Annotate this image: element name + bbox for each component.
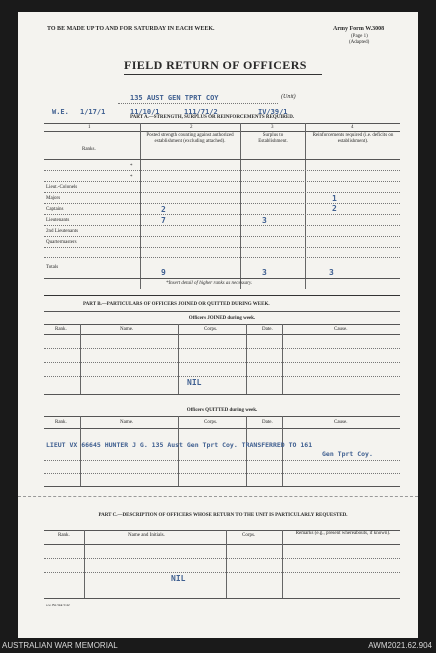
part-c-col-corps: Corps. [242, 533, 256, 538]
part-c-vline-3 [282, 530, 283, 598]
print-code: s.w. Bn 5kk 5/42 [46, 603, 70, 607]
perforation-line [18, 496, 418, 497]
title-underline [124, 74, 322, 75]
quitted-col-corps: Corps. [204, 420, 218, 425]
joined-col-date: Date. [262, 327, 273, 332]
row-rule [44, 460, 400, 461]
ref-2: 11/10/1 [130, 108, 160, 116]
row-rule [44, 203, 400, 204]
part-c-col-rank: Rank. [58, 533, 70, 538]
row-rule [44, 362, 400, 363]
row-rule [44, 473, 400, 474]
part-c-nil: NIL [171, 574, 186, 583]
unit-dotted-line [118, 103, 278, 104]
quitted-col-rank: Rank. [55, 420, 67, 425]
footer-accession-number: AWM2021.62.904 [368, 641, 432, 650]
majors-reinforcements: 1 [332, 194, 337, 203]
rank-lieutenants: Lieutenants [46, 218, 70, 223]
joined-vline-3 [246, 324, 247, 394]
quitted-vline-1 [80, 416, 81, 486]
row-rule [44, 225, 400, 226]
asterisk-row-2: * [130, 175, 133, 180]
row-rule [44, 236, 400, 237]
quitted-entry-line-1: LIEUT VX 66645 HUNTER J G. 135 Aust Gen Tprt Coy. TRANSFERRED TO 161 [46, 441, 313, 449]
quitted-vline-4 [282, 416, 283, 486]
footer-institution: AUSTRALIAN WAR MEMORIAL [2, 641, 118, 650]
joined-col-name: Name. [120, 327, 134, 332]
unit-name: 135 AUST GEN TPRT COY [130, 94, 219, 102]
row-rule [44, 257, 400, 258]
header-instruction: TO BE MADE UP TO AND FOR SATURDAY IN EACH WEEK. [47, 26, 215, 32]
quitted-col-name: Name. [120, 420, 134, 425]
ref-4: IV/39/1 [258, 108, 288, 116]
part-a-number-rule [44, 131, 400, 132]
unit-label: (Unit) [281, 94, 296, 100]
quitted-col-date: Date. [262, 420, 273, 425]
row-rule [44, 348, 400, 349]
part-c-header-rule [44, 544, 400, 545]
col-number-2: 2 [190, 125, 193, 130]
joined-vline-1 [80, 324, 81, 394]
part-b-title-rule [44, 311, 400, 312]
joined-header-top-rule [44, 324, 400, 325]
row-rule [44, 558, 400, 559]
quitted-entry-line-2: Gen Tprt Coy. [322, 450, 373, 458]
col-header-ranks: Ranks. [82, 147, 96, 152]
part-a-vline-3 [305, 123, 306, 289]
part-a-title: PART A.—STRENGTH, SURPLUS OR REINFORCEMENTS REQUIRED. [130, 115, 295, 120]
part-b-top-rule [44, 295, 400, 296]
part-a-top-rule [44, 123, 400, 124]
joined-header-rule [44, 334, 400, 335]
asterisk-row-1: * [130, 164, 133, 169]
rank-quartermasters: Quartermasters [46, 240, 77, 245]
row-rule [44, 181, 400, 182]
part-a-header-rule [44, 159, 400, 160]
quitted-col-cause: Cause. [334, 420, 348, 425]
col-number-3: 3 [271, 125, 274, 130]
row-rule [44, 572, 400, 573]
form-sheet [18, 12, 418, 638]
ref-prefix: W.E. [52, 108, 69, 116]
part-c-col-remarks: Remarks (e.g., present whereabouts, if known). [295, 531, 391, 536]
totals-reinforcements: 3 [329, 268, 334, 277]
row-rule [44, 214, 400, 215]
quitted-vline-2 [178, 416, 179, 486]
part-c-title: PART C.—DESCRIPTION OF OFFICERS WHOSE RETURN TO THE UNIT IS PARTICULARLY REQUESTED. [98, 513, 348, 518]
part-a-vline-2 [240, 123, 241, 289]
archive-footer [0, 638, 436, 653]
col-header-surplus: Surplus to Establishment. [258, 133, 288, 144]
totals-posted: 9 [161, 268, 166, 277]
joined-vline-2 [178, 324, 179, 394]
form-page: (Page 1) [351, 34, 368, 39]
part-a-vline-1 [140, 123, 141, 289]
captains-reinforcements: 2 [332, 204, 337, 213]
part-c-vline-1 [84, 530, 85, 598]
quitted-vline-3 [246, 416, 247, 486]
quitted-header-top-rule [44, 416, 400, 417]
quitted-header-rule [44, 428, 400, 429]
row-rule [44, 170, 400, 171]
form-number: Army Form W.3008 [333, 26, 385, 32]
row-rule [44, 192, 400, 193]
col-number-4: 4 [351, 125, 354, 130]
quitted-title: Officers QUITTED during week. [186, 408, 258, 413]
rank-majors: Majors [46, 196, 61, 201]
joined-col-rank: Rank. [55, 327, 67, 332]
form-adapted: (Adapted) [349, 40, 370, 45]
part-c-col-name: Name and Initials. [128, 533, 165, 538]
ref-3: 111/71/2 [184, 108, 218, 116]
totals-surplus: 3 [262, 268, 267, 277]
col-header-reinforcements: Reinforcements required (i.e. deficits on establishment). [312, 133, 394, 144]
part-a-note: *Insert detail of higher ranks as necessary. [166, 281, 253, 286]
rank-lieut-colonels: Lieut.-Colonels [46, 185, 78, 190]
quitted-bottom-rule [44, 486, 400, 487]
part-b-title: PART B.—PARTICULARS OF OFFICERS JOINED OR QUITTED DURING WEEK. [83, 302, 270, 307]
totals-label: Totals [46, 265, 59, 270]
row-rule [44, 376, 400, 377]
joined-nil: NIL [187, 378, 202, 387]
col-number-1: 1 [88, 125, 91, 130]
joined-vline-4 [282, 324, 283, 394]
rank-2nd-lieutenants: 2nd Lieutenants [46, 229, 79, 234]
captains-posted: 2 [161, 205, 166, 214]
joined-title: Officers JOINED during week. [188, 316, 256, 321]
joined-col-corps: Corps. [204, 327, 218, 332]
joined-bottom-rule [44, 394, 400, 395]
rank-captains: Captains [46, 207, 64, 212]
part-c-bottom-rule [44, 598, 400, 599]
form-title: FIELD RETURN OF OFFICERS [124, 58, 307, 72]
row-rule [44, 247, 400, 248]
lieutenants-posted: 7 [161, 216, 166, 225]
totals-rule [44, 278, 400, 279]
part-c-vline-2 [226, 530, 227, 598]
lieutenants-surplus: 3 [262, 216, 267, 225]
col-header-posted: Posted strength counting against authorized establishment (excluding attached). [146, 133, 234, 144]
ref-1: 1/17/1 [80, 108, 106, 116]
joined-col-cause: Cause. [334, 327, 348, 332]
